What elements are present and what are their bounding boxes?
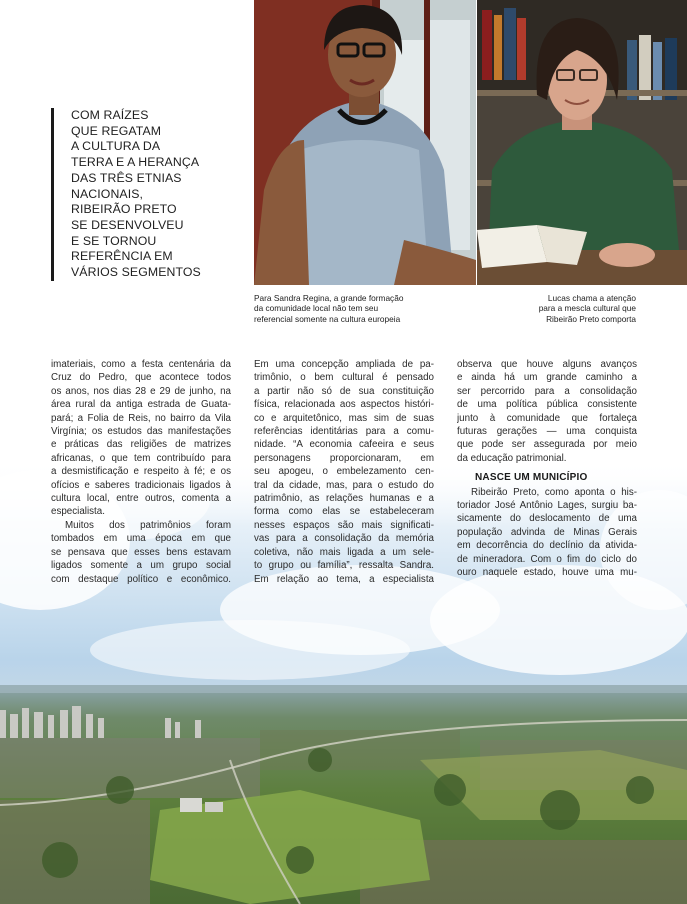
body-line: nidade. “A economia cafeeira e seus — [254, 439, 434, 451]
body-line: Ribeirão Preto, como aponta o his- — [471, 486, 637, 498]
body-line: a desmistificação e respeito à fé; e os — [51, 466, 231, 478]
pull-quote-line: SE DESENVOLVEU — [71, 217, 184, 232]
body-line: africanas, o que tem contribuído para — [51, 452, 231, 464]
caption-line: Ribeirão Preto comporta — [546, 313, 636, 324]
body-column-2 — [254, 358, 434, 586]
caption-line: Lucas chama a atenção — [547, 293, 636, 303]
pull-quote-line: TERRA E A HERANÇA — [71, 155, 200, 170]
body-line: especialista. — [51, 506, 105, 518]
body-line: e práticas das religiões de matrizes — [51, 439, 231, 451]
body-line: que pode ser assegurada por meio — [457, 439, 637, 451]
body-line: vas para a consolidação da memória — [254, 533, 434, 545]
photo-sandra-regina — [254, 0, 476, 285]
body-line: população advinda de Minas Gerais — [457, 526, 637, 538]
section-heading: NASCE UM MUNICÍPIO — [475, 472, 588, 484]
body-line: ligados somente a um grupo social — [51, 560, 231, 572]
caption-line: referencial somente na cultura europeia — [254, 313, 401, 324]
body-line: se pensava que esses bens estavam — [51, 546, 231, 558]
body-line: com destaque político e econômico. — [51, 573, 231, 585]
body-line: cultura local, entre outros, comenta a — [51, 493, 231, 505]
body-line: tombados em uma época em que — [51, 533, 231, 545]
caption-sandra — [254, 293, 403, 324]
body-line: de uma política pública consistente — [457, 399, 637, 411]
body-line: pará; a Folia de Reis, no bairro da Vila — [51, 412, 231, 424]
caption-line: Para Sandra Regina, a grande formação — [254, 293, 404, 303]
pull-quote-line: NACIONAIS, — [71, 186, 144, 201]
body-line: de mineradora. Com o fim do ciclo do — [457, 553, 637, 565]
body-line: a partir não só de sua constituição — [254, 385, 434, 397]
body-line: Virgínia; os estudos das manifestações — [51, 426, 231, 438]
body-line: toriador José Antônio Lages, surgiu ba- — [457, 500, 637, 512]
body-line: co e arquitetônico, mas sim de suas — [254, 412, 434, 424]
pull-quote-line: A CULTURA DA — [71, 139, 161, 154]
body-column-1 — [51, 358, 231, 586]
body-line: tral da cidade, mas, para o estudo do — [254, 479, 434, 491]
pull-quote-line: RIBEIRÃO PRETO — [71, 202, 177, 217]
pull-quote-line: COM RAÍZES — [71, 108, 149, 122]
body-line: Em uma concepção ampliada de pa- — [254, 359, 434, 370]
photo-lucas — [477, 0, 687, 285]
body-line: patrimônio, as relações humanas e a — [254, 493, 434, 505]
body-line: Em relação ao tema, a especialista — [254, 573, 434, 585]
body-line: forma como elas se estabeleceram — [254, 506, 434, 518]
pull-quote-line: REFERÊNCIA EM — [71, 249, 173, 264]
caption-line: da comunidade local não tem seu — [254, 303, 379, 314]
body-line: Muitos dos patrimônios foram — [65, 519, 231, 531]
body-line: personagens proporcionaram, em — [254, 452, 434, 464]
body-line: junto à comunidade que fortaleça — [457, 412, 637, 424]
body-line: coletiva, não mais ligada a um sele- — [254, 546, 434, 558]
pull-quote-line: DAS TRÊS ETNIAS — [71, 170, 182, 185]
body-line: futuras gerações — uma conquista — [457, 426, 637, 438]
pull-quote-line: E SE TORNOU — [71, 233, 157, 248]
body-line: e ainda há um grande caminho a — [457, 372, 637, 384]
caption-lucas — [539, 293, 636, 324]
body-line: em decorrência do declínio da ativida- — [457, 540, 637, 552]
pull-quote — [51, 108, 261, 281]
body-line: ofícios e saberes tradicionais ligados à — [51, 479, 231, 491]
body-column-3 — [457, 358, 637, 580]
body-line: referências identitárias para a comu- — [254, 426, 434, 438]
body-line: imateriais, como a festa centenária da — [51, 359, 231, 370]
body-line: nesses espaços são mais significati- — [254, 519, 434, 531]
body-line: observa que houve alguns avanços — [457, 359, 637, 370]
body-line: trimônio, o bem cultural é pensado — [254, 372, 434, 384]
pull-quote-line: QUE REGATAM — [71, 123, 162, 138]
body-line: to grupo ou família”, ressalta Sandra. — [254, 560, 434, 572]
caption-line: para a mescla cultural que — [538, 303, 636, 314]
body-line: Cruz do Pedro, que acontece todos — [51, 372, 231, 384]
pull-quote-line: VÁRIOS SEGMENTOS — [71, 265, 201, 280]
body-line: da educação patrimonial. — [457, 452, 567, 464]
body-line: seu apogeu, o embelezamento cen- — [254, 466, 434, 478]
body-line: ouro naquele estado, houve uma mu- — [457, 567, 637, 579]
body-line: os anos, nos dias 28 e 29 de junho, na — [51, 385, 231, 397]
body-line: ser percorrido para a consolidação — [457, 385, 637, 397]
body-line: física, relacionada aos aspectos históri- — [254, 399, 434, 411]
body-line: sicamente do deslocamento de uma — [457, 513, 637, 525]
body-line: área rural da antiga estrada de Guata- — [51, 399, 231, 411]
